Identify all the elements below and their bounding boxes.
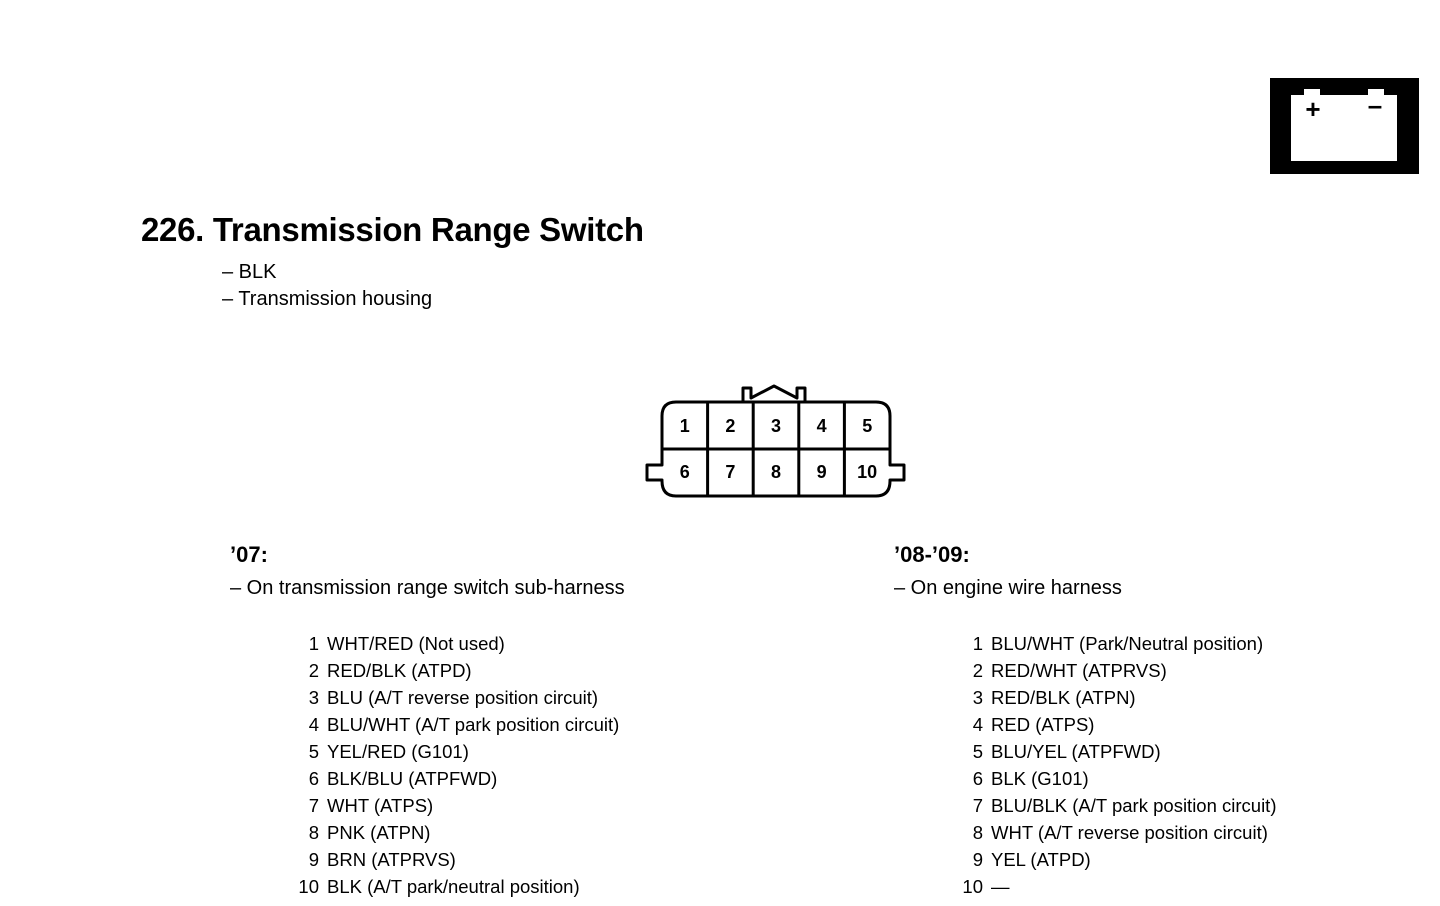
pin-row [961, 738, 1277, 765]
battery-minus-symbol: – [1367, 90, 1383, 120]
cavity-label: 9 [816, 462, 827, 482]
pin-number: 4 [308, 714, 319, 735]
cavity-label: 4 [816, 416, 827, 436]
pin-description: RED/BLK (ATPD) [327, 660, 472, 681]
pin-row [961, 630, 1277, 657]
pin-row [297, 630, 619, 657]
pin-number: 10 [298, 876, 319, 897]
pin-description: BLU/WHT (Park/Neutral position) [991, 633, 1264, 654]
pin-description: BRN (ATPRVS) [327, 849, 456, 870]
section-heading-07: ’07: [230, 542, 268, 567]
connector-diagram [640, 384, 912, 504]
pin-description: WHT/RED (Not used) [327, 633, 505, 654]
pin-description: PNK (ATPN) [327, 822, 431, 843]
pin-description: YEL/RED (G101) [327, 741, 469, 762]
pin-number: 10 [962, 876, 983, 897]
pin-row [961, 765, 1277, 792]
pin-number: 1 [972, 633, 983, 654]
pin-row [961, 711, 1277, 738]
cavity-label: 1 [679, 416, 690, 436]
pin-number: 6 [308, 768, 319, 789]
section-location-08-09: – On engine wire harness [894, 577, 1122, 599]
pin-number: 7 [972, 795, 983, 816]
pin-row [297, 846, 619, 873]
pin-row [961, 873, 1277, 900]
pin-number: 9 [308, 849, 319, 870]
pin-number: 2 [972, 660, 983, 681]
pin-number: 4 [972, 714, 983, 735]
pin-row [961, 657, 1277, 684]
battery-plus-symbol: + [1305, 94, 1321, 124]
pin-list-08-09 [961, 630, 1277, 900]
pin-row [961, 819, 1277, 846]
pin-row [297, 819, 619, 846]
pin-description: RED/BLK (ATPN) [991, 687, 1136, 708]
pin-description: BLU (A/T reverse position circuit) [327, 687, 599, 708]
pin-number: 9 [972, 849, 983, 870]
pin-description: BLK/BLU (ATPFWD) [327, 768, 498, 789]
pin-number: 5 [972, 741, 983, 762]
cavity-label: 6 [679, 462, 690, 482]
pin-number: 8 [972, 822, 983, 843]
pin-number: 5 [308, 741, 319, 762]
cavity-label: 7 [725, 462, 736, 482]
pin-row [961, 792, 1277, 819]
pin-number: 3 [308, 687, 319, 708]
pin-number: 2 [308, 660, 319, 681]
pin-row [961, 684, 1277, 711]
pin-row [961, 846, 1277, 873]
pin-row [297, 711, 619, 738]
cavity-label: 8 [770, 462, 782, 482]
pin-description: BLU/YEL (ATPFWD) [991, 741, 1161, 762]
pin-list-07 [297, 630, 619, 900]
cavity-label: 3 [770, 416, 782, 436]
pin-description: WHT (A/T reverse position circuit) [991, 822, 1268, 843]
connector-location: – Transmission housing [222, 288, 433, 310]
pin-description: WHT (ATPS) [327, 795, 434, 816]
section-heading-08-09: ’08-’09: [894, 542, 970, 567]
pin-description: RED (ATPS) [991, 714, 1095, 735]
pin-number: 8 [308, 822, 319, 843]
pin-row [297, 873, 619, 900]
section-location-07: – On transmission range switch sub-harness [230, 577, 625, 599]
cavity-label: 2 [725, 416, 736, 436]
pin-description: BLU/BLK (A/T park position circuit) [991, 795, 1277, 816]
pin-description: BLK (A/T park/neutral position) [327, 876, 580, 897]
pin-description: YEL (ATPD) [991, 849, 1091, 870]
pin-number: 1 [308, 633, 319, 654]
connector-color: – BLK [222, 261, 277, 283]
pin-row [297, 765, 619, 792]
pin-row [297, 738, 619, 765]
pin-row [297, 792, 619, 819]
pin-number: 7 [308, 795, 319, 816]
pin-number: 3 [972, 687, 983, 708]
page-title: 226. Transmission Range Switch [141, 211, 644, 248]
pin-description: — [991, 876, 1010, 897]
battery-icon [1270, 78, 1419, 174]
pin-description: BLK (G101) [991, 768, 1089, 789]
pin-row [297, 684, 619, 711]
pin-description: BLU/WHT (A/T park position circuit) [327, 714, 620, 735]
pin-row [297, 657, 619, 684]
cavity-label: 10 [857, 462, 878, 482]
pin-description: RED/WHT (ATPRVS) [991, 660, 1167, 681]
cavity-label: 5 [862, 416, 873, 436]
pin-number: 6 [972, 768, 983, 789]
